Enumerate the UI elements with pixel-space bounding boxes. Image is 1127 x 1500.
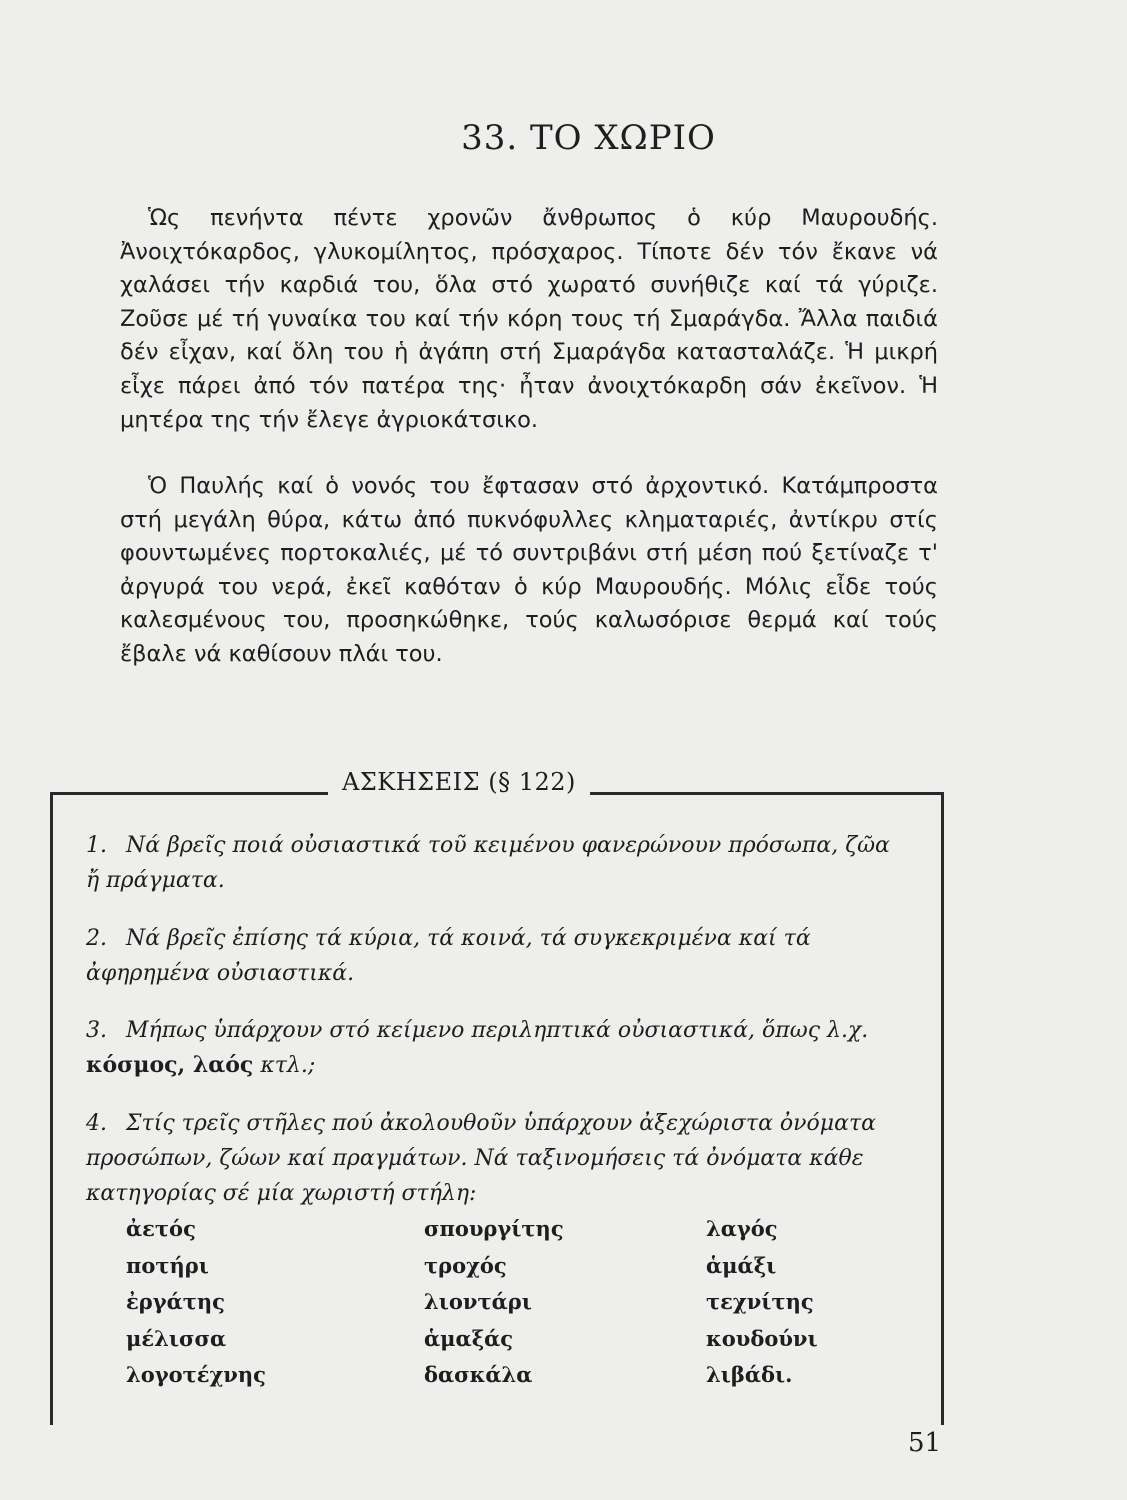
word: τροχός (424, 1252, 507, 1278)
exercise-text: Νά βρεῖς ποιά οὐσιαστικά τοῦ κειμένου φανερώνουν πρόσωπα, ζῶα ἤ πράγματα. (86, 833, 890, 893)
word: ἐργάτης (126, 1289, 225, 1314)
word: μέλισσα (126, 1325, 227, 1351)
exercise-bold-terms: κόσμος, λαός (86, 1052, 254, 1078)
exercise-number: 3. (86, 1018, 107, 1043)
word: κουδούνι (706, 1325, 818, 1351)
paragraph-1: Ὡς πενήντα πέντε χρονῶν ἄνθρωπος ὁ κύρ Μαυρουδής. Ἀνοιχτόκαρδος, γλυκομίλητος, πρόσχαρος. Τίποτε δέν τόν ἔκανε νά χαλάσει τήν καρδιά του, ὅλα στό χωρατό συνήθιζε καί τά γύριζε. Ζοῦσε μέ τή γυναίκα του καί τήν κόρη τους τή Σμαράγδα. Ἄλλα παιδιά δέν εἶχαν, καί ὅλη του ἡ ἀγάπη στή Σμαράγδα κατασταλάζε. Ἡ μικρή εἶχε πάρει ἀπό τόν πατέρα της· ἦταν ἀνοιχτόκαρδη σάν ἐκεῖνον. Ἡ μητέρα της τήν ἔλεγε ἀγριοκάτσικο. (120, 205, 938, 433)
word-row (126, 1362, 916, 1399)
word: ἀετός (126, 1216, 196, 1241)
chapter-title: 33. ΤΟ ΧΩΡΙΟ (461, 118, 716, 158)
exercise-item (86, 828, 906, 898)
page-number: 51 (908, 1428, 942, 1458)
word-columns (126, 1216, 916, 1399)
word-row (126, 1289, 916, 1326)
exercise-text: Στίς τρεῖς στῆλες πού ἀκολουθοῦν ὑπάρχουν ἀξεχώριστα ὀνόματα προσώπων, ζώων καί πραγμάτων. Νά ταξινομήσεις τά ὀνόματα κάθε κατηγορίας σέ μία χωριστή στήλη: (86, 1111, 876, 1206)
word: ἁμάξι (706, 1252, 777, 1278)
word: λογοτέχνης (126, 1362, 266, 1387)
word: τεχνίτης (706, 1289, 814, 1314)
word: σπουργίτης (424, 1216, 564, 1241)
word: λαγός (706, 1216, 778, 1241)
exercise-number: 1. (86, 833, 107, 858)
word: ἁμαξάς (424, 1325, 514, 1351)
exercise-number: 4. (86, 1111, 107, 1136)
exercise-text-end: κτλ.; (260, 1053, 316, 1078)
word: λιοντάρι (424, 1289, 532, 1314)
word-row (126, 1253, 916, 1290)
word: δασκάλα (424, 1362, 533, 1387)
word: λιβάδι. (706, 1362, 793, 1387)
exercise-item (86, 921, 906, 991)
word-row (126, 1326, 916, 1363)
exercise-text: Μήπως ὑπάρχουν στό κείμενο περιληπτικά οὐσιαστικά, ὅπως λ.χ. (126, 1018, 869, 1043)
paragraph-2: Ὁ Παυλής καί ὁ νονός του ἔφτασαν στό ἀρχοντικό. Κατάμπροστα στή μεγάλη θύρα, κάτω ἀπό πυκνόφυλλες κληματαριές, ἀντίκρυ στίς φουντωμένες πορτοκαλιές, μέ τό συντριβάνι στή μέση πού ξετίναζε τ' ἀργυρά του νερά, ἐκεῖ καθόταν ὁ κύρ Μαυρουδής. Μόλις εἶδε τούς καλεσμένους του, προσηκώθηκε, τούς καλωσόρισε θερμά καί τούς ἔβαλε νά καθίσουν πλάι του. (120, 473, 938, 667)
exercise-item (86, 1106, 906, 1211)
exercises-heading: ΑΣΚΗΣΕΙΣ (§ 122) (328, 768, 590, 796)
exercise-item (86, 1013, 906, 1083)
word-row (126, 1216, 916, 1253)
exercise-text: Νά βρεῖς ἐπίσης τά κύρια, τά κοινά, τά συγκεκριμένα καί τά ἀφηρημένα οὐσιαστικά. (86, 926, 811, 986)
exercise-number: 2. (86, 926, 107, 951)
word: ποτήρι (126, 1252, 209, 1278)
